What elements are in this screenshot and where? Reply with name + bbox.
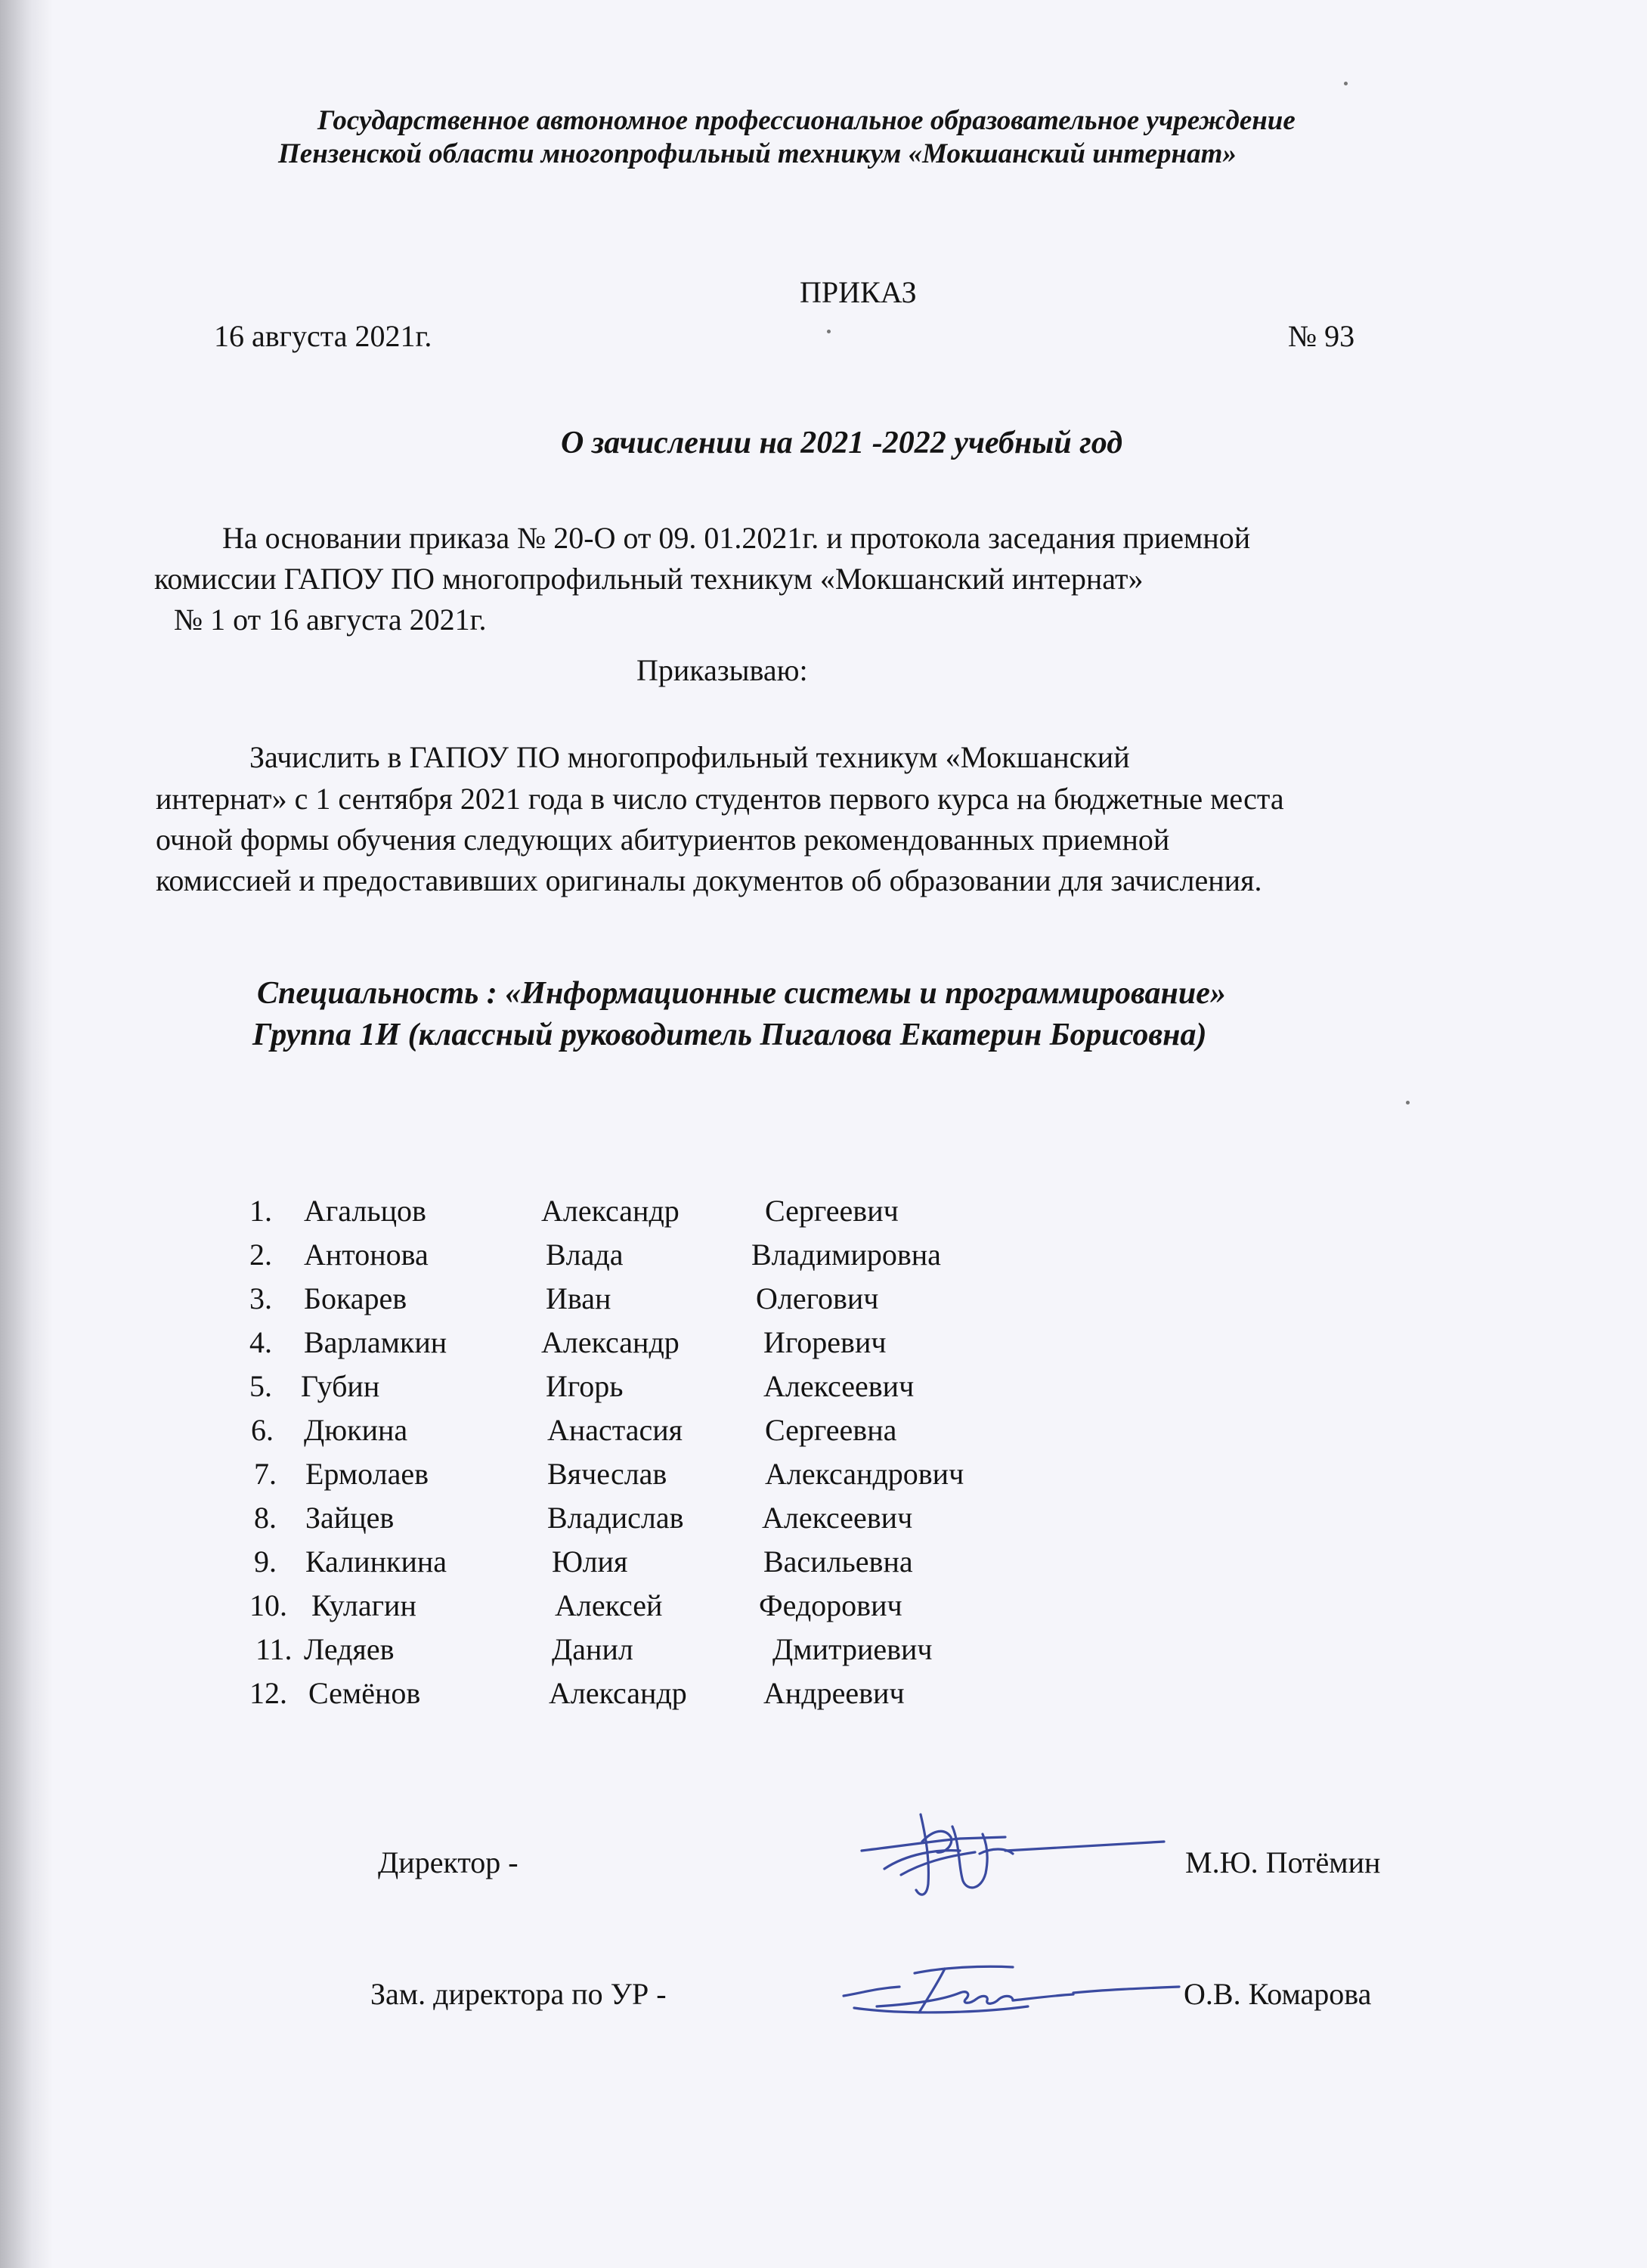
student-last-name: Агальцов	[304, 1194, 426, 1228]
institution-name-line2: Пензенской области многопрофильный техникум «Мокшанский интернат»	[278, 138, 1237, 169]
list-item-number: 10.	[249, 1588, 287, 1622]
student-first-name: Александр	[549, 1676, 687, 1710]
scan-speck	[1406, 1101, 1410, 1105]
list-item-number: 5.	[249, 1369, 272, 1403]
student-last-name: Кулагин	[311, 1588, 416, 1622]
enroll-line-3: очной формы обучения следующих абитуриентов рекомендованных приемной	[156, 823, 1170, 857]
student-first-name: Влада	[546, 1238, 624, 1272]
student-patronymic: Сергеевна	[765, 1413, 897, 1447]
student-first-name: Юлия	[552, 1545, 628, 1579]
basis-line-2: комиссии ГАПОУ ПО многопрофильный техникум «Мокшанский интернат»	[154, 562, 1144, 596]
student-last-name: Варламкин	[304, 1325, 447, 1359]
list-item-number: 9.	[254, 1545, 277, 1579]
command-text: Приказываю:	[636, 653, 808, 687]
student-patronymic: Федорович	[759, 1588, 902, 1622]
student-patronymic: Александрович	[765, 1457, 964, 1491]
order-number: № 93	[1288, 319, 1355, 353]
list-item-number: 8.	[254, 1501, 277, 1535]
student-last-name: Семёнов	[308, 1676, 421, 1710]
student-first-name: Владислав	[547, 1501, 684, 1535]
order-date: 16 августа 2021г.	[214, 319, 432, 353]
institution-name-line1: Государственное автономное профессиональное образовательное учреждение	[317, 105, 1296, 136]
student-patronymic: Владимировна	[751, 1238, 941, 1272]
enroll-line-2: интернат» с 1 сентября 2021 года в число студентов первого курса на бюджетные места	[156, 782, 1284, 816]
deputy-signature	[831, 1950, 1194, 2034]
list-item-number: 3.	[249, 1281, 272, 1315]
deputy-name: О.В. Комарова	[1184, 1977, 1372, 2011]
director-label: Директор -	[378, 1845, 519, 1879]
list-item-number: 6.	[251, 1413, 274, 1447]
student-first-name: Вячеслав	[547, 1457, 667, 1491]
group-title: Группа 1И (классный руководитель Пигалова Екатерин Борисовна)	[252, 1018, 1207, 1052]
student-patronymic: Сергеевич	[765, 1194, 899, 1228]
list-item-number: 2.	[249, 1238, 272, 1272]
scan-speck	[1344, 82, 1348, 85]
basis-line-3: № 1 от 16 августа 2021г.	[174, 603, 487, 637]
list-item-number: 7.	[254, 1457, 277, 1491]
enroll-line-1: Зачислить в ГАПОУ ПО многопрофильный техникум «Мокшанский	[249, 740, 1130, 774]
order-subject: О зачислении на 2021 -2022 учебный год	[561, 426, 1123, 460]
list-item-number: 11.	[255, 1632, 293, 1666]
specialty-title: Специальность : «Информационные системы и программирование»	[257, 976, 1226, 1011]
student-last-name: Губин	[301, 1369, 380, 1403]
list-item-number: 1.	[249, 1194, 272, 1228]
student-last-name: Ледяев	[304, 1632, 395, 1666]
student-patronymic: Андреевич	[763, 1676, 905, 1710]
director-signature	[831, 1784, 1194, 1920]
list-item-number: 12.	[249, 1676, 287, 1710]
director-name: М.Ю. Потёмин	[1185, 1845, 1381, 1879]
student-last-name: Калинкина	[305, 1545, 447, 1579]
scan-edge-shadow	[0, 0, 53, 2268]
student-patronymic: Олегович	[756, 1281, 879, 1315]
student-patronymic: Алексеевич	[763, 1369, 915, 1403]
student-patronymic: Дмитриевич	[772, 1632, 933, 1666]
student-last-name: Ермолаев	[305, 1457, 429, 1491]
enroll-line-4: комиссией и предоставивших оригиналы документов об образовании для зачисления.	[156, 863, 1262, 897]
student-first-name: Анастасия	[547, 1413, 683, 1447]
student-first-name: Алексей	[555, 1588, 663, 1622]
student-last-name: Зайцев	[305, 1501, 395, 1535]
list-item-number: 4.	[249, 1325, 272, 1359]
student-last-name: Дюкина	[304, 1413, 408, 1447]
order-title: ПРИКАЗ	[800, 275, 917, 309]
student-first-name: Александр	[541, 1194, 680, 1228]
student-last-name: Антонова	[304, 1238, 429, 1272]
student-first-name: Иван	[546, 1281, 611, 1315]
deputy-label: Зам. директора по УР -	[370, 1977, 667, 2011]
scan-speck	[827, 330, 831, 333]
student-last-name: Бокарев	[304, 1281, 407, 1315]
student-patronymic: Васильевна	[763, 1545, 913, 1579]
basis-line-1: На основании приказа № 20-О от 09. 01.2021г. и протокола заседания приемной	[222, 521, 1251, 555]
student-first-name: Игорь	[546, 1369, 624, 1403]
student-first-name: Александр	[541, 1325, 680, 1359]
student-patronymic: Алексеевич	[762, 1501, 913, 1535]
student-patronymic: Игоревич	[763, 1325, 887, 1359]
student-first-name: Данил	[552, 1632, 633, 1666]
